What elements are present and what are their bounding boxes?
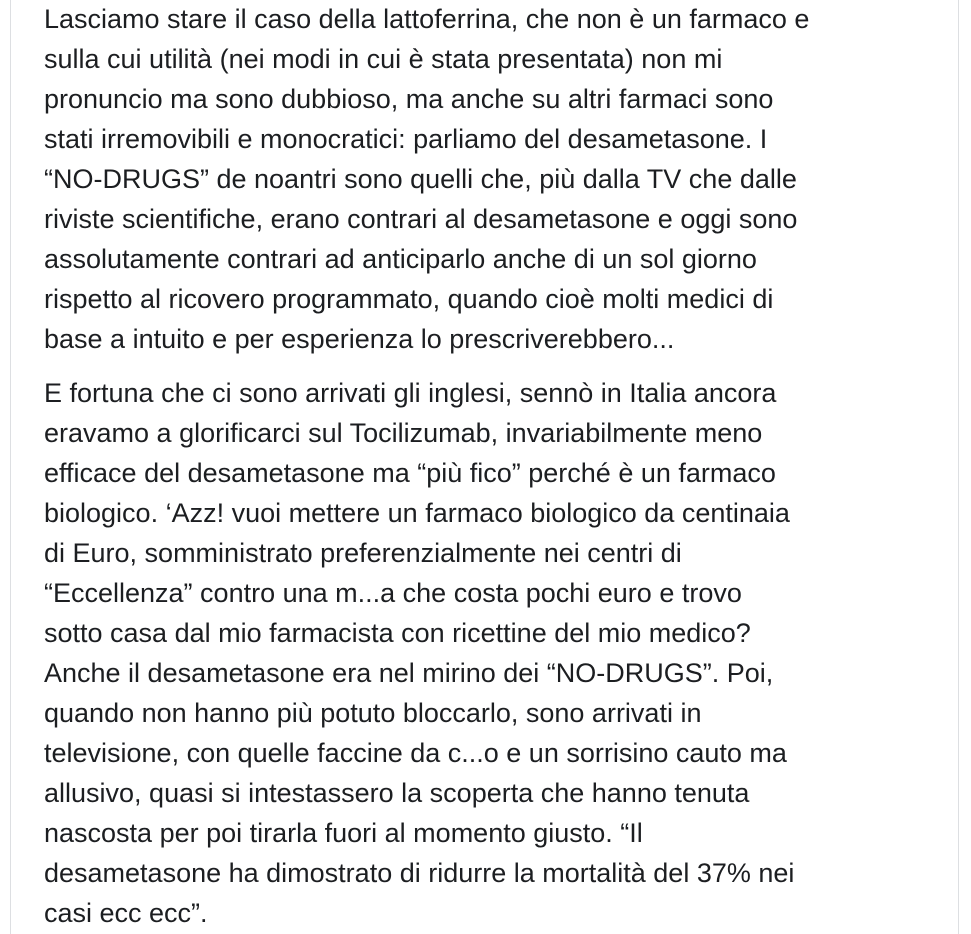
text-line: assolutamente contrari ad anticiparlo anche di un sol giorno bbox=[44, 244, 757, 274]
text-line: sotto casa dal mio farmacista con ricettine del mio medico? bbox=[44, 618, 751, 648]
text-line: stati irremovibili e monocratici: parliamo del desametasone. I bbox=[44, 124, 768, 154]
text-line: Lasciamo stare il caso della lattoferrina, che non è un farmaco e bbox=[44, 4, 810, 34]
post-card bbox=[10, 0, 959, 934]
text-line: eravamo a glorificarci sul Tocilizumab, invariabilmente meno bbox=[44, 418, 763, 448]
post-paragraph-2 bbox=[44, 373, 934, 933]
text-line: riviste scientifiche, erano contrari al desametasone e oggi sono bbox=[44, 204, 798, 234]
text-line: Anche il desametasone era nel mirino dei “NO-DRUGS”. Poi, bbox=[44, 658, 774, 688]
text-line: di Euro, somministrato preferenzialmente nei centri di bbox=[44, 538, 682, 568]
text-line: biologico. ‘Azz! vuoi mettere un farmaco biologico da centinaia bbox=[44, 498, 790, 528]
text-line: efficace del desametasone ma “più fico” perché è un farmaco bbox=[44, 458, 776, 488]
post-paragraph-1 bbox=[44, 0, 934, 359]
text-line: pronuncio ma sono dubbioso, ma anche su altri farmaci sono bbox=[44, 84, 774, 114]
text-line: “Eccellenza” contro una m...a che costa pochi euro e trovo bbox=[44, 578, 742, 608]
text-line: rispetto al ricovero programmato, quando cioè molti medici di bbox=[44, 284, 774, 314]
text-line: quando non hanno più potuto bloccarlo, sono arrivati in bbox=[44, 698, 702, 728]
text-line: desametasone ha dimostrato di ridurre la mortalità del 37% nei bbox=[44, 858, 795, 888]
text-line: nascosta per poi tirarla fuori al momento giusto. “Il bbox=[44, 818, 643, 848]
text-line: E fortuna che ci sono arrivati gli inglesi, sennò in Italia ancora bbox=[44, 378, 777, 408]
text-line: televisione, con quelle faccine da c...o e un sorrisino cauto ma bbox=[44, 738, 787, 768]
text-line: casi ecc ecc”. bbox=[44, 898, 208, 928]
text-line: allusivo, quasi si intestassero la scoperta che hanno tenuta bbox=[44, 778, 750, 808]
text-line: base a intuito e per esperienza lo prescriverebbero... bbox=[44, 324, 675, 354]
post-body bbox=[44, 0, 934, 933]
text-line: sulla cui utilità (nei modi in cui è stata presentata) non mi bbox=[44, 44, 723, 74]
text-line: “NO-DRUGS” de noantri sono quelli che, più dalla TV che dalle bbox=[44, 164, 797, 194]
